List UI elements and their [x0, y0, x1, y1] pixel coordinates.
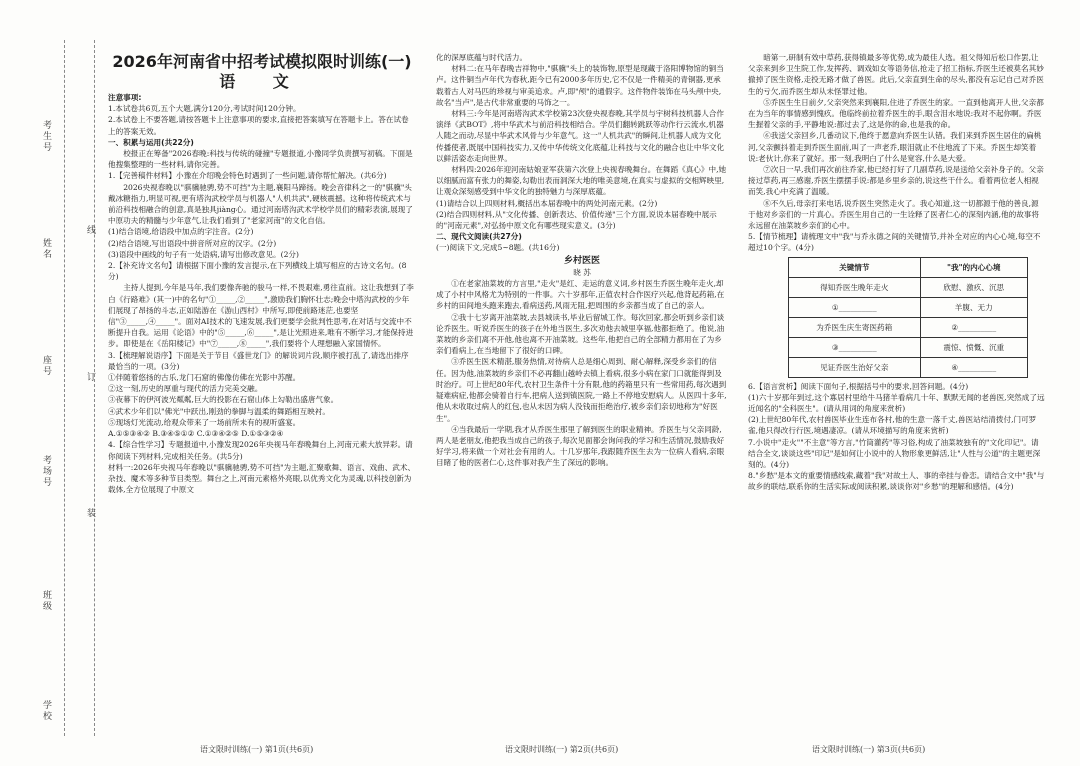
label-seat: 座号	[41, 355, 51, 377]
table-header-cell: "我"的内心心境	[920, 257, 1027, 277]
plot-table	[788, 257, 1028, 378]
question: 4.【综合性学习】专题报道中,小豫发现2026年央视马年春晚舞台上,河南元素大放异彩。请你阅读下列材料,完成相关任务。(共5分)	[108, 440, 413, 461]
passage: 主持人提到,今年是马年,我们要像奔驰的骏马一样,不畏艰难,勇往直前。这让我想到了李白《行路难》(其一)中的名句"①_____,②_____",激励我们胸怀壮志;晚会中塔沟武校的少年们展现了昂扬的斗志,正如陆游在《游山西村》中所写,即使前路迷茫,也要坚信"③_____,④_____"。面对AI技术的飞速发展,我们更要学会批判性思考,在对话与交流中不断提升自我。运用《论语》中的"⑤_____,⑥_____",是让光照进来,唯有不断学习,才能保持进步。即使是在《岳阳楼记》中"⑦_____,⑧_____",我们要将个人理想融入家国情怀。	[108, 283, 414, 349]
question: 5.【情节梳理】请梳理文中"我"与乔永德之间的关键情节,并补全对应的内心心境,每空不超过10个字。(4分)	[748, 232, 1041, 253]
article-paragraph: ⑥我送父亲回乡,几番动议下,他终于愿意向乔医生认错。我们来到乔医生居住的扁桃河,父亲颤抖着走到乔医生面前,叫了一声老乔,眼泪就止不住地流了下来。乔医生却笑着说:老伙计,你来了就好。那一刻,我明白了什么是宽容,什么是大爱。	[748, 131, 1042, 163]
sub-question: (2)结合四则材料,从"文化传播、创新表达、价值传递"三个方面,说说本届春晚中展示的"河南元素",对弘扬中原文化有哪些现实意义。(3分)	[436, 209, 717, 231]
table-row	[789, 317, 1028, 337]
passage: 材料二:在马年春晚吉祥物中,"骐骥"头上的装饰物,原型是现藏于洛阳博物馆的铜当卢。这件铜当卢年代为春秋,距今已有2000多年历史,它不仅是一件精美的青铜器,更承载着古人对马匹的珍视与审美追求。卢,即"颅"的通假字。这件物件装饰在马头颅中央,故名"当卢",是古代非常重要的马饰之一。	[436, 64, 724, 107]
article-paragraph: 暗第一,研制有效中草药,获得镇最多等优势,成为最佳人选。祖父得知后松口作罢,让父亲来到乡卫生院工作,发挥药、调戏如女等语务信,抢走了招工指标,乔医生还被莫名其妙撤掉了医生资格,走投无路才做了兽医。此后,父亲直到生命的尽头,都没有忘记自己对乔医生的亏欠,而乔医生却从未怪罪过他。	[748, 53, 1044, 96]
question: 7.小说中"走火""不主意"等方言,"竹筒灌药"等习俗,构成了油菜坡独有的"文化印记"。请结合全文,谈谈这些"印记"是如何让小说中的人物形象更鲜活,让"人性与公道"的主题更深刻的。(4分)	[748, 437, 1041, 470]
article-author: 晓 苏	[573, 267, 591, 277]
option-line: ④武术少年们以"佛光"中跃出,刚劲的拳脚与温柔的舞蹈相互映衬。	[108, 406, 331, 416]
sub-question: (3)语段中画线的句子有一处语病,请写出修改意见。(2分)	[108, 249, 299, 259]
label-school: 学校	[41, 700, 51, 722]
paragraph: 校报正在筹备"2026春晚:科技与传统的碰撞"专题报道,小豫同学负责撰写初稿。下面是他搜集整理的一些材料,请你完善。	[108, 149, 413, 170]
page-footer: 语文限时训练(一) 第2页(共6页)	[505, 745, 619, 754]
page-column-3	[748, 52, 1046, 493]
binding-margin	[0, 0, 100, 766]
table-cell: ②__________	[920, 317, 1027, 337]
page-column-2	[436, 52, 728, 469]
question: 8."乡愁"是本文的重要情感线索,藏着"我"对故土人、事的牵挂与眷恋。请结合文中"我"与故乡的联结,联系你的生活实际或阅读积累,谈谈你对"乡愁"的理解和感悟。(4分)	[748, 471, 1045, 492]
note-item: 1.本试卷共6页,五个大题,满分120分,考试时间120分钟。	[108, 104, 301, 114]
article-paragraph: ②我十七岁离开油菜坡,去县城读书,毕业后留城工作。每次回家,都会听到乡亲们谈论乔医生。听说乔医生的孩子在外地当医生,多次劝他去城里享福,他都拒绝了。他说,油菜坡的乡亲们离不开他,他也离不开油菜坡。这些年,他把自己的全部精力都用在了为乡亲们看病上,在当地留下了很好的口碑。	[436, 312, 725, 356]
table-cell: 羊腹、无力	[920, 297, 1027, 317]
question: 1.【完善稿件材料】小豫在介绍晚会特色时遇到了一些问题,请你帮忙解决。(共6分)	[108, 171, 387, 181]
table-cell: 得知乔医生晚年走火	[789, 277, 921, 297]
question: 2.【补充诗文名句】请根据下面小豫的发言提示,在下列横线上填写相应的古诗文名句。(8分)	[108, 261, 407, 282]
binding-dashed-line	[94, 40, 95, 736]
answer-choices: A.①⑤③④② B.③④⑤①② C.①③④②⑤ D.①⑤③②④	[108, 429, 284, 439]
note-item: 2.本试卷上不要答题,请按答题卡上注意事项的要求,直接把答案填写在答题卡上。答在试卷上的答案无效。	[108, 115, 409, 136]
sub-question: (1)六十岁那年到过,这个寡居村里给牛马猪羊看病几十年、默默无闻的老兽医,突然成了远近闻名的"全科医生"。(请从用词的角度来赏析)	[748, 392, 1045, 414]
table-row	[789, 297, 1028, 317]
article-paragraph: ③乔医生医术精湛,服务热情,对待病人总是细心周到、耐心解释,深受乡亲们的信任。因为他,油菜坡的乡亲们不必再翻山越岭去镇上看病,很多小病在家门口就能得到及时治疗。可上世纪80年代,农村卫生条件十分有限,他的药箱里只有一些常用药,每次遇到疑难病症,他都会骑着自行车,把病人送到镇医院,一路上不停地安慰病人。从医四十多年,他从未收取过病人的红包,也从未因为病人没钱而拒绝治疗,被乡亲们亲切地称为"好医生"。	[436, 357, 727, 423]
passage: 化的深厚底蕴与时代活力。	[436, 53, 528, 62]
table-header-row	[789, 257, 1028, 277]
passage: 材料三:今年是河南塔沟武术学校第23次登央视春晚,其学员与宇树科技机器人合作演绎《武BOT》,将中华武术与前沿科技相结合。学员们翻转跳跃等动作行云流水,机器人随之而动,尽显中华武术风骨与少年意气。这一"人机共武"的瞬间,让机器人成为文化传播使者,既展中国科技实力,又传中华传统文化底蕴,让科技与文化的融合也让中华文化以鲜活姿态走向世界。	[436, 109, 725, 163]
table-cell: ④__________	[920, 357, 1027, 377]
article-paragraph: ④当我最后一学期,我才从乔医生那里了解到医生的职业精神。乔医生与父亲同龄,两人是老朋友,他把我当成自己的孩子,每次见面都会询问我的学习和生活情况,鼓励我好好学习,将来做一个对社会有用的人。十几岁那年,我跟随乔医生去为一位病人看病,亲眼目睹了他的医者仁心,这件事对我产生了深远的影响。	[436, 424, 725, 468]
passage: 2026央视春晚以"骐骥驰骋,势不可挡"为主题,襄阳马蹄扬。晚会音律科之一的"骐骥"头戴冰糖指力,明显可视,更有塔沟武校学员与机器人"人机共武",硬核震撼。这种将传统武术与前沿科技相融合的创意,真是独具jiàng心。通过河南塔沟武术学校学员们的精彩表演,展现了中原功夫的精髓与少年意气,让我们看到了"老家河南"的文化自信。	[108, 182, 413, 226]
cut-mark: 线	[85, 225, 95, 236]
sub-section-heading: (一)阅读下文,完成5~8题。(共16分)	[436, 243, 560, 253]
table-cell: 欣慰、激疚、沉思	[920, 277, 1027, 297]
exam-subject: 语 文	[219, 72, 305, 91]
label-class: 班级	[41, 590, 51, 612]
table-cell: 见证乔医生治好父亲	[789, 357, 921, 377]
table-cell: ③__________	[789, 337, 921, 357]
label-room: 考场号	[41, 455, 51, 488]
article-title: 乡村医医	[563, 255, 600, 266]
option-line: ⑤现场灯光流动,给观众带来了一场前所未有的视听盛宴。	[108, 417, 301, 427]
sub-question: (1)请结合以上四则材料,概括出本届春晚中的两处河南元素。(2分)	[436, 198, 658, 208]
table-row	[789, 337, 1028, 357]
binding-dashed-line	[64, 40, 65, 736]
exam-title: 2026年河南省中招考试模拟限时训练(一)	[112, 52, 412, 71]
sub-question: (1)结合语境,给语段中加点的字注音。(2分)	[108, 227, 254, 237]
section-heading: 二、现代文阅读(共27分)	[436, 232, 522, 242]
page-column-1	[108, 52, 416, 495]
article-paragraph: ①在老家油菜坡的方言里,"走火"是红、走运的意义词,乡村医生乔医生晚年走火,却成了小村中风格尤为特别的一件事。六十岁那年,正值农村合作医疗兴起,他背起药箱,在乡村的田间地头跑来跑去,看病送药,风雨无阻,把周围的乡亲都当成了自己的亲人。	[436, 279, 725, 311]
option-line: ②这一刻,历史的厚重与现代的活力完美交融。	[108, 384, 263, 394]
page-footer: 语文限时训练(一) 第3页(共6页)	[812, 745, 926, 754]
label-student-id: 考生号	[41, 120, 51, 153]
passage: 材料一:2026年央视马年春晚以"骐骥驰骋,势不可挡"为主题,汇聚歌舞、语言、戏曲、武术、杂技、魔术等多种节目类型。舞台之上,河南元素格外亮眼,以优秀文化为灵魂,以科技创新为载体,全方位展现了中原文	[108, 462, 416, 495]
table-cell: 震惊、愤慨、沉重	[920, 337, 1027, 357]
table-row	[789, 357, 1028, 377]
sub-question: (2)上世纪80年代,农村兽医毕业生连布各村,他的生意一落千丈,兽医站结清拨付,门可罗雀,他只得改行行医,境遇凄凉。(请从环境描写的角度来赏析)	[748, 415, 1037, 436]
article-paragraph: ⑦次日一早,我们再次前往乔家,他已经打好了几副草药,说是送给父亲补身子的。父亲接过草药,再三感谢,乔医生摆摆手说:都是乡里乡亲的,说这些干什么。看着两位老人相视而笑,我心中充满了温暖。	[748, 165, 1044, 197]
page-footer: 语文限时训练(一) 第1页(共6页)	[200, 745, 314, 754]
sub-question: (2)结合语境,写出语段中拼音所对应的汉字。(2分)	[108, 238, 277, 248]
table-header-cell: 关键情节	[789, 257, 921, 277]
table-row	[789, 277, 1028, 297]
passage: 材料四:2026年迎河南姑娘亚军获第六次登上央视春晚舞台。在舞蹈《真心》中,她以细腻而富有张力的舞姿,勾勒出表而洞深大地的唯美意境,在真实与虚拟的交相辉映里,让观众深刻感受到中华文化的独特魅力与深厚底蕴。	[436, 165, 727, 197]
article-paragraph: ⑧不久后,母亲打来电话,说乔医生突然走火了。我心知道,这一切都源于他的善良,源于他对乡亲们的一片真心。乔医生用自己的一生诠释了医者仁心的深刻内涵,他的故事将永远留在油菜坡乡亲们的心中。	[748, 198, 1039, 231]
label-name: 姓名	[41, 238, 51, 260]
notes-heading: 注意事项:	[108, 93, 142, 102]
option-line: ①伴随着悠扬的古乐,龙门石窟的佛像仿佛在光影中苏醒。	[108, 373, 301, 383]
question: 6.【语言赏析】阅读下面句子,根据括号中的要求,回答问题。(4分)	[748, 381, 969, 391]
cut-mark: 装	[85, 508, 95, 519]
section-heading: 一、积累与运用(共22分)	[108, 137, 194, 147]
table-cell: 为乔医生庆生寄医药箱	[789, 317, 921, 337]
question: 3.【梳理解说语序】下面是关于节目《盛世龙门》的解说词片段,顺序被打乱了,请选出排序最恰当的一项。(3分)	[108, 350, 409, 371]
cut-mark: 订	[85, 372, 95, 383]
option-line: ③夜幕下的伊河波光粼粼,巨大的投影在石窟山体上勾勒出盛唐气象。	[108, 395, 339, 405]
article-paragraph: ⑤乔医生生日前夕,父亲突然来到襄阳,住进了乔医生的家。一直到他离开人世,父亲都在为当年的事情感到愧疚。他临终前拉着乔医生的手,眼含泪水地说:我对不起你啊。乔医生握着父亲的手,平静地说:都过去了,这是你的命,也是我的命。	[748, 97, 1044, 130]
table-cell: ①__________	[789, 297, 921, 317]
